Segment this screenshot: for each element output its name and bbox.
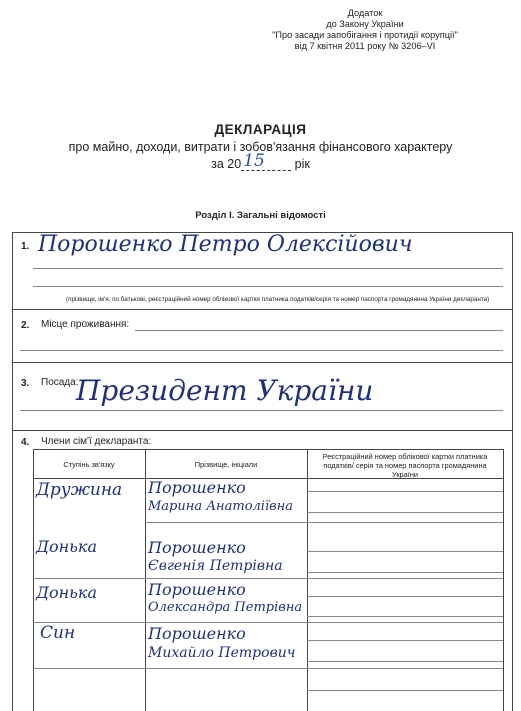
tax-id-cell[interactable]	[307, 512, 503, 513]
tax-id-cell[interactable]	[307, 491, 503, 492]
declarant-name-handwritten[interactable]: Порошенко Петро Олексійович	[38, 232, 413, 257]
appendix-line: до Закону України	[326, 19, 404, 29]
relation-cell[interactable]: Донька	[36, 583, 97, 602]
field-1-line	[33, 268, 503, 269]
residence-line	[20, 350, 503, 351]
year-suffix: рік	[291, 157, 310, 171]
field-divider	[12, 309, 512, 310]
row-divider	[33, 668, 503, 669]
table-border	[503, 449, 504, 711]
surname-cell[interactable]: Порошенко	[148, 538, 246, 557]
residence-label: Місце проживання:	[41, 319, 130, 330]
appendix-header	[235, 8, 495, 52]
header-name: Прізвище, ініціали	[194, 460, 258, 469]
tax-id-cell[interactable]	[307, 596, 503, 597]
relation-cell[interactable]: Донька	[36, 537, 97, 556]
field-3-number: 3.	[21, 378, 30, 389]
given-name-cell[interactable]: Євгенія Петрівна	[148, 558, 283, 574]
table-border	[33, 449, 34, 711]
tax-id-cell[interactable]	[307, 690, 503, 691]
family-label: Члени сім'ї декларанта:	[41, 436, 152, 447]
tax-id-cell[interactable]	[307, 616, 503, 617]
appendix-line: "Про засади запобігання і протидії корупції"	[272, 30, 458, 40]
residence-field[interactable]	[135, 330, 503, 331]
row-divider	[145, 522, 503, 523]
form-right-border	[512, 232, 513, 711]
surname-cell[interactable]: Порошенко	[148, 580, 246, 599]
field-divider	[12, 430, 512, 431]
section-title: Розділ І. Загальні відомості	[195, 210, 326, 221]
relation-cell[interactable]: Дружина	[36, 480, 123, 500]
given-name-cell[interactable]: Олександра Петрівна	[148, 600, 303, 615]
position-line	[20, 410, 503, 411]
field-4-number: 4.	[21, 437, 30, 448]
table-top-border	[33, 449, 503, 450]
year-prefix: за 20	[211, 157, 242, 171]
year-field[interactable]	[241, 151, 291, 171]
relation-cell[interactable]: Син	[40, 623, 76, 643]
given-name-cell[interactable]: Михайло Петрович	[148, 645, 296, 661]
field-1-note: (прізвище, ім'я, по батькові, реєстраційний номер облікової картки платника податків/серія та номер паспорта громадянина України декларанта)	[66, 296, 490, 303]
field-2-number: 2.	[21, 320, 30, 331]
surname-cell[interactable]: Порошенко	[148, 624, 246, 643]
field-1-line	[33, 286, 503, 287]
row-divider	[33, 622, 503, 623]
tax-id-cell[interactable]	[307, 551, 503, 552]
appendix-line: від 7 квітня 2011 року № 3206–VI	[294, 41, 436, 51]
table-border	[307, 449, 308, 711]
header-tax-id: Реєстраційний номер облікової картки платника податків/ серія та номер паспорта громадянина України	[322, 452, 488, 479]
tax-id-cell[interactable]	[307, 572, 503, 573]
document-subtitle: про майно, доходи, витрати і зобов'язання фінансового характеру	[68, 140, 453, 154]
surname-cell[interactable]: Порошенко	[148, 478, 246, 497]
field-1-number: 1.	[21, 241, 30, 252]
tax-id-cell[interactable]	[307, 640, 503, 641]
year-line	[0, 151, 521, 171]
document-title: ДЕКЛАРАЦІЯ	[214, 122, 307, 137]
appendix-line: Додаток	[347, 8, 383, 18]
tax-id-cell[interactable]	[307, 661, 503, 662]
year-handwritten: 15	[243, 151, 265, 171]
form-left-border	[12, 232, 13, 711]
row-divider	[33, 578, 503, 579]
position-label: Посада:	[41, 377, 79, 388]
table-border	[145, 449, 146, 711]
given-name-cell[interactable]: Марина Анатоліївна	[148, 499, 293, 514]
position-handwritten[interactable]: Президент України	[76, 374, 374, 407]
field-divider	[12, 362, 512, 363]
header-relation: Ступінь зв'язку	[63, 460, 115, 469]
